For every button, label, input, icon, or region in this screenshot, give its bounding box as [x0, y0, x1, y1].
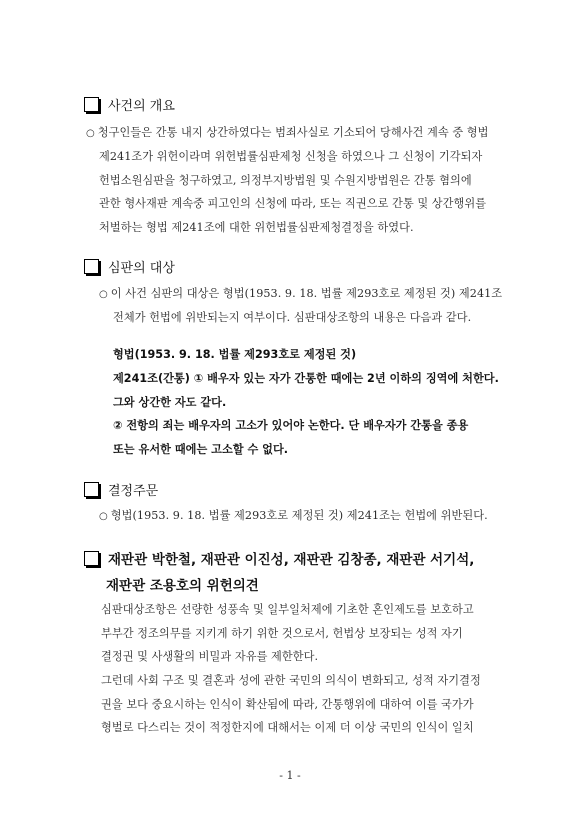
section-heading-opinion [84, 548, 474, 568]
checkbox-icon [84, 551, 99, 566]
paragraph-line: 헌법소원심판을 청구하였고, 의정부지방법원 및 수원지방법원은 간통 혐의에 [99, 174, 472, 187]
paragraph-line: 심판대상조항은 선량한 성풍속 및 일부일처제에 기초한 혼인제도를 보호하고 [101, 603, 474, 616]
bullet-icon: ○ [99, 289, 108, 300]
law-text-line: 또는 유서한 때에는 고소할 수 없다. [113, 443, 289, 456]
section-heading-subject [84, 257, 175, 276]
paragraph-line: 그런데 사회 구조 및 결혼과 성에 관한 국민의 의식이 변화되고, 성적 자기결정 [101, 674, 481, 687]
paragraph-line: ○ 이 사건 심판의 대상은 형법(1953. 9. 18. 법률 제293호로 제정된 것) 제241조 [99, 287, 503, 300]
checkbox-icon [84, 97, 99, 112]
checkbox-icon [84, 482, 99, 497]
paragraph-line: 부부간 정조의무를 지키게 하기 위한 것으로서, 헌법상 보장되는 성적 자기 [101, 627, 463, 640]
paragraph-line: 형벌로 다스리는 것이 적정한지에 대해서는 이제 더 이상 국민의 인식이 일치 [101, 721, 474, 734]
law-text-line: 그와 상간한 자도 같다. [113, 396, 227, 409]
section-title: 결정주문 [108, 484, 159, 499]
section-title: 재판관 박한철, 재판관 이진성, 재판관 김창종, 재판관 서기석, [108, 552, 475, 568]
paragraph-line: 결정권 및 사생활의 비밀과 자유를 제한한다. [101, 650, 319, 663]
bullet-icon: ○ [86, 128, 95, 139]
section-heading-overview [84, 95, 175, 114]
law-text-line: ② 전항의 죄는 배우자의 고소가 있어야 논한다. 단 배우자가 간통을 종용 [113, 419, 469, 432]
section-title: 심판의 대상 [108, 261, 175, 276]
paragraph-line: ○ 청구인들은 간통 내지 상간하였다는 범죄사실로 기소되어 당해사건 계속 중 형법 [86, 126, 489, 139]
paragraph-line: 제241조가 위헌이라며 위헌법률심판제청 신청을 하였으나 그 신청이 기각되자 [99, 150, 483, 163]
section-heading-decision [84, 480, 158, 499]
section-title-continued: 재판관 조용호의 위헌의견 [106, 578, 259, 594]
bullet-icon: ○ [99, 511, 108, 522]
paragraph-line: 관한 형사재판 계속중 피고인의 신청에 따라, 또는 직권으로 간통 및 상간행위를 [99, 197, 487, 210]
paragraph-line: 권을 보다 중요시하는 인식이 확산됨에 따라, 간통행위에 대하여 이를 국가가 [101, 698, 474, 711]
law-text-line: 제241조(간통) ① 배우자 있는 자가 간통한 때에는 2년 이하의 징역에 처한다. [113, 372, 499, 385]
paragraph-line: 전체가 헌법에 위반되는지 여부이다. 심판대상조항의 내용은 다음과 같다. [113, 311, 472, 324]
law-text-line: 형법(1953. 9. 18. 법률 제293호로 제정된 것) [113, 348, 357, 361]
section-title: 사건의 개요 [108, 99, 175, 114]
paragraph-line: ○ 형법(1953. 9. 18. 법률 제293호로 제정된 것) 제241조는 헌법에 위반된다. [99, 509, 488, 522]
checkbox-icon [84, 259, 99, 274]
page-number: - 1 - [279, 769, 301, 782]
paragraph-line: 처벌하는 형법 제241조에 대한 위헌법률심판제청결정을 하였다. [99, 221, 414, 234]
